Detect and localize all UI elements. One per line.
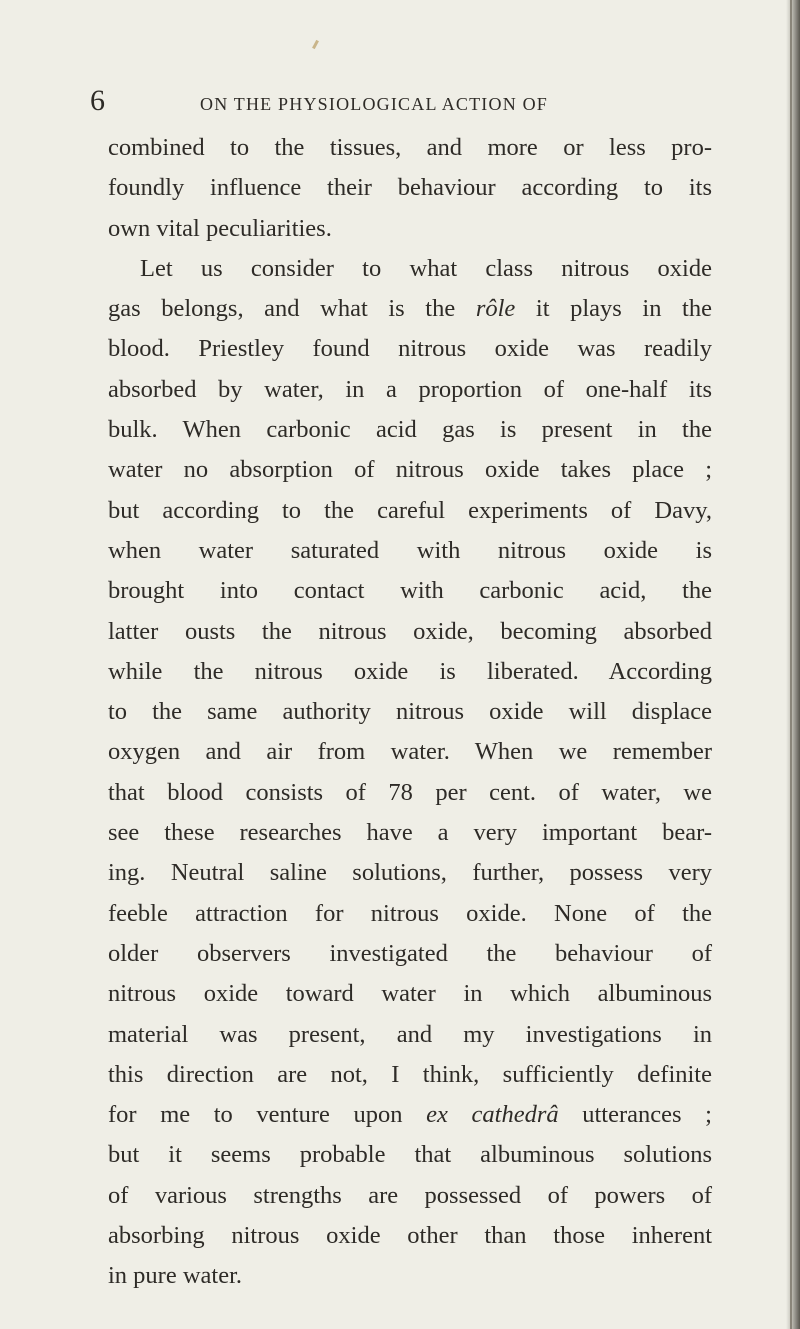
text-segment: gas belongs, and what is the [108,295,476,323]
text-line [108,1095,712,1135]
text-line: but it seems probable that albuminous solutions [108,1141,712,1169]
text-line: oxygen and air from water. When we remember [108,738,712,766]
text-segment: it plays in the [515,295,712,323]
text-line: material was present, and my investigations in [108,1020,712,1048]
text-line: ing. Neutral saline solutions, further, possess very [108,859,712,887]
text-line [108,289,712,329]
text-line: brought into contact with carbonic acid, the [108,577,712,605]
italic-term-ex-cathedra: ex cathedrâ [426,1101,559,1129]
text-line: foundly influence their behaviour according to its [108,174,712,202]
text-line: water no absorption of nitrous oxide takes place ; [108,456,712,484]
text-segment: for me to venture upon [108,1101,427,1129]
page-number: 6 [90,84,105,117]
text-line: absorbed by water, in a proportion of one-half its [108,375,712,403]
text-line: see these researches have a very important bear- [108,819,712,847]
text-line: of various strengths are possessed of powers of [108,1181,712,1209]
text-line: older observers investigated the behaviour of [108,939,712,967]
text-line: while the nitrous oxide is liberated. According [108,657,712,685]
text-line: latter ousts the nitrous oxide, becoming absorbed [108,617,712,645]
text-segment: utterances ; [558,1101,712,1129]
paper-speck [312,40,319,49]
text-line: in pure water. [108,1262,243,1290]
running-title: ON THE PHYSIOLOGICAL ACTION OF [200,94,549,114]
text-line: to the same authority nitrous oxide will displace [108,698,712,726]
text-line: but according to the careful experiments of Davy, [108,496,712,524]
text-line: this direction are not, I think, sufficiently definite [108,1060,712,1088]
text-line: feeble attraction for nitrous oxide. None of the [108,899,712,927]
text-line: Let us consider to what class nitrous oxide [140,254,712,282]
page-edge-shadow [786,0,800,1329]
page-edge-line [790,0,792,1329]
text-line: that blood consists of 78 per cent. of water, we [108,778,712,806]
text-line: blood. Priestley found nitrous oxide was readily [108,335,712,363]
body-text [108,128,712,1297]
page-header [0,84,800,124]
text-line: when water saturated with nitrous oxide is [108,536,712,564]
text-line: nitrous oxide toward water in which albuminous [108,980,712,1008]
text-line: combined to the tissues, and more or less pro- [108,134,712,161]
text-line: absorbing nitrous oxide other than those inherent [108,1222,712,1250]
text-line: own vital peculiarities. [108,214,332,242]
italic-term-role: rôle [475,295,516,323]
text-line: bulk. When carbonic acid gas is present in the [108,416,712,444]
